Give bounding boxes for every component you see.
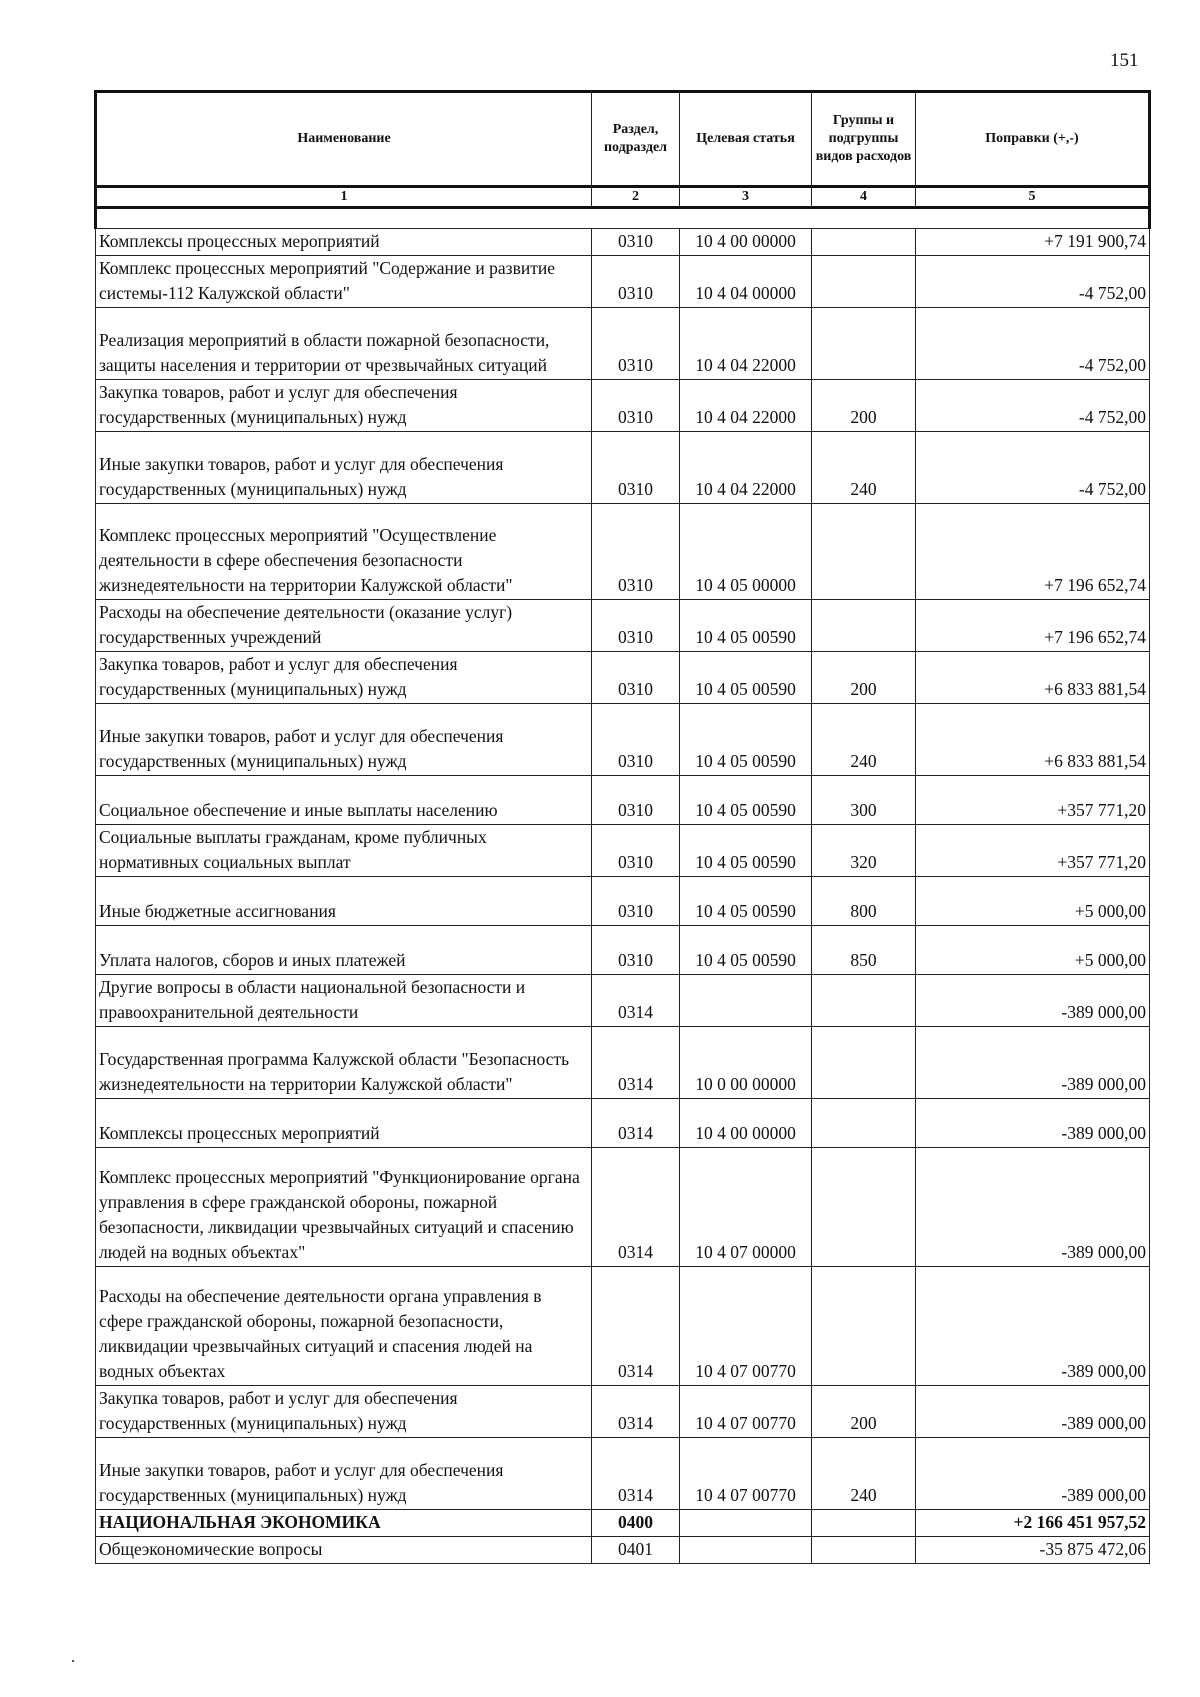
row-name: Общеэкономические вопросы [96,1537,592,1564]
column-number: 5 [916,187,1150,208]
row-name: Комплексы процессных мероприятий [96,1099,592,1148]
row-section: 0314 [592,1148,680,1267]
row-name: Социальное обеспечение и иные выплаты населению [96,776,592,825]
table-row [96,776,1150,825]
table-body [96,229,1150,1564]
scan-speck [72,1660,74,1662]
row-target: 10 4 05 00590 [680,652,812,704]
spacer-cell [812,208,916,229]
row-amount: -4 752,00 [916,308,1150,380]
row-name: Государственная программа Калужской области "Безопасность жизнедеятельности на территории Калужской области" [96,1027,592,1099]
table-row [96,1438,1150,1510]
row-name: Социальные выплаты гражданам, кроме публичных нормативных социальных выплат [96,825,592,877]
row-name: Комплекс процессных мероприятий "Функционирование органа управления в сфере гражданской обороны, пожарной безопасности, ликвидации чрезвычайных ситуаций и спасению людей на водных объектах" [96,1148,592,1267]
row-section: 0400 [592,1510,680,1537]
table-row [96,1510,1150,1537]
column-numbers-row [96,187,1150,208]
row-name: Реализация мероприятий в области пожарной безопасности, защиты населения и территории от чрезвычайных ситуаций [96,308,592,380]
row-amount: +7 196 652,74 [916,600,1150,652]
row-group [812,229,916,256]
row-target: 10 4 04 22000 [680,432,812,504]
row-section: 0314 [592,1099,680,1148]
row-section: 0314 [592,1438,680,1510]
row-section: 0310 [592,704,680,776]
row-group [812,504,916,600]
column-number: 1 [96,187,592,208]
table-row [96,504,1150,600]
row-section: 0314 [592,1386,680,1438]
row-group [812,1537,916,1564]
row-section: 0310 [592,432,680,504]
budget-amendments-table [94,90,1151,1564]
row-group [812,308,916,380]
row-group: 240 [812,1438,916,1510]
row-group [812,1099,916,1148]
table-row [96,1537,1150,1564]
row-name: Другие вопросы в области национальной безопасности и правоохранительной деятельности [96,975,592,1027]
row-target: 10 4 07 00000 [680,1148,812,1267]
header-name: Наименование [96,92,592,187]
row-name: Закупка товаров, работ и услуг для обеспечения государственных (муниципальных) нужд [96,380,592,432]
row-amount: -4 752,00 [916,380,1150,432]
row-group: 240 [812,704,916,776]
row-amount: -389 000,00 [916,975,1150,1027]
table-row [96,825,1150,877]
row-amount: -389 000,00 [916,1099,1150,1148]
table-row [96,877,1150,926]
spacer-row [96,208,1150,229]
table-row [96,1027,1150,1099]
row-amount: -35 875 472,06 [916,1537,1150,1564]
row-name: Иные бюджетные ассигнования [96,877,592,926]
spacer-cell [680,208,812,229]
spacer-cell [96,208,592,229]
row-group [812,1510,916,1537]
row-amount: +6 833 881,54 [916,652,1150,704]
row-amount: +7 191 900,74 [916,229,1150,256]
row-group [812,1148,916,1267]
row-group: 200 [812,1386,916,1438]
row-section: 0310 [592,380,680,432]
row-target: 10 4 07 00770 [680,1386,812,1438]
header-groups: Группы и подгруппы видов расходов [812,92,916,187]
row-group [812,975,916,1027]
row-group: 800 [812,877,916,926]
row-section: 0310 [592,600,680,652]
table-row [96,926,1150,975]
row-target: 10 4 00 00000 [680,229,812,256]
row-name: Комплекс процессных мероприятий "Содержание и развитие системы-112 Калужской области" [96,256,592,308]
header-amendments: Поправки (+,-) [916,92,1150,187]
row-target: 10 4 05 00590 [680,926,812,975]
row-group: 300 [812,776,916,825]
row-amount: +5 000,00 [916,877,1150,926]
table-row [96,652,1150,704]
header-target: Целевая статья [680,92,812,187]
table-row [96,1099,1150,1148]
row-section: 0314 [592,1267,680,1386]
row-amount: -389 000,00 [916,1267,1150,1386]
row-section: 0310 [592,504,680,600]
row-target [680,1510,812,1537]
row-amount: +2 166 451 957,52 [916,1510,1150,1537]
header-section: Раздел, подраздел [592,92,680,187]
row-amount: +6 833 881,54 [916,704,1150,776]
table-row [96,308,1150,380]
row-target: 10 4 05 00000 [680,504,812,600]
row-section: 0310 [592,877,680,926]
row-target: 10 4 05 00590 [680,825,812,877]
row-amount: -389 000,00 [916,1148,1150,1267]
row-target: 10 4 04 22000 [680,380,812,432]
table-header-row [96,92,1150,187]
row-amount: -389 000,00 [916,1386,1150,1438]
row-target: 10 4 07 00770 [680,1438,812,1510]
row-group [812,600,916,652]
row-target: 10 4 04 00000 [680,256,812,308]
row-name: Комплексы процессных мероприятий [96,229,592,256]
row-target: 10 4 07 00770 [680,1267,812,1386]
table-row [96,975,1150,1027]
table-row [96,1267,1150,1386]
row-section: 0310 [592,926,680,975]
row-section: 0401 [592,1537,680,1564]
row-amount: -4 752,00 [916,256,1150,308]
row-section: 0310 [592,229,680,256]
row-name: Расходы на обеспечение деятельности (оказание услуг) государственных учреждений [96,600,592,652]
row-target: 10 4 05 00590 [680,776,812,825]
row-amount: -389 000,00 [916,1438,1150,1510]
row-target [680,975,812,1027]
row-amount: -4 752,00 [916,432,1150,504]
row-name: Закупка товаров, работ и услуг для обеспечения государственных (муниципальных) нужд [96,652,592,704]
row-section: 0310 [592,256,680,308]
row-group: 200 [812,380,916,432]
row-section: 0314 [592,975,680,1027]
table-row [96,229,1150,256]
row-amount: +357 771,20 [916,776,1150,825]
row-group: 320 [812,825,916,877]
row-name: Расходы на обеспечение деятельности органа управления в сфере гражданской обороны, пожарной безопасности, ликвидации чрезвычайных ситуаций и спасения людей на водных объектах [96,1267,592,1386]
row-group: 200 [812,652,916,704]
row-name: Иные закупки товаров, работ и услуг для обеспечения государственных (муниципальных) нужд [96,1438,592,1510]
row-section: 0310 [592,776,680,825]
table-row [96,600,1150,652]
column-number: 3 [680,187,812,208]
table-row [96,432,1150,504]
row-name: Закупка товаров, работ и услуг для обеспечения государственных (муниципальных) нужд [96,1386,592,1438]
row-group [812,1027,916,1099]
row-amount: +357 771,20 [916,825,1150,877]
column-number: 4 [812,187,916,208]
row-target [680,1537,812,1564]
row-name: Уплата налогов, сборов и иных платежей [96,926,592,975]
row-amount: +5 000,00 [916,926,1150,975]
table-row [96,1148,1150,1267]
row-name: Иные закупки товаров, работ и услуг для обеспечения государственных (муниципальных) нужд [96,432,592,504]
table-row [96,704,1150,776]
row-amount: -389 000,00 [916,1027,1150,1099]
row-target: 10 4 04 22000 [680,308,812,380]
row-target: 10 4 00 00000 [680,1099,812,1148]
spacer-cell [916,208,1150,229]
row-section: 0310 [592,652,680,704]
row-target: 10 4 05 00590 [680,877,812,926]
row-amount: +7 196 652,74 [916,504,1150,600]
row-target: 10 4 05 00590 [680,600,812,652]
table-row [96,1386,1150,1438]
spacer-cell [592,208,680,229]
row-name: Комплекс процессных мероприятий "Осуществление деятельности в сфере обеспечения безопасности жизнедеятельности на территории Калужской области" [96,504,592,600]
row-name: Иные закупки товаров, работ и услуг для обеспечения государственных (муниципальных) нужд [96,704,592,776]
row-section: 0314 [592,1027,680,1099]
row-group: 850 [812,926,916,975]
column-number: 2 [592,187,680,208]
page-number: 151 [1110,50,1139,71]
table-row [96,380,1150,432]
row-group [812,1267,916,1386]
row-group [812,256,916,308]
row-target: 10 4 05 00590 [680,704,812,776]
table-row [96,256,1150,308]
row-name: НАЦИОНАЛЬНАЯ ЭКОНОМИКА [96,1510,592,1537]
row-group: 240 [812,432,916,504]
row-section: 0310 [592,825,680,877]
row-section: 0310 [592,308,680,380]
row-target: 10 0 00 00000 [680,1027,812,1099]
